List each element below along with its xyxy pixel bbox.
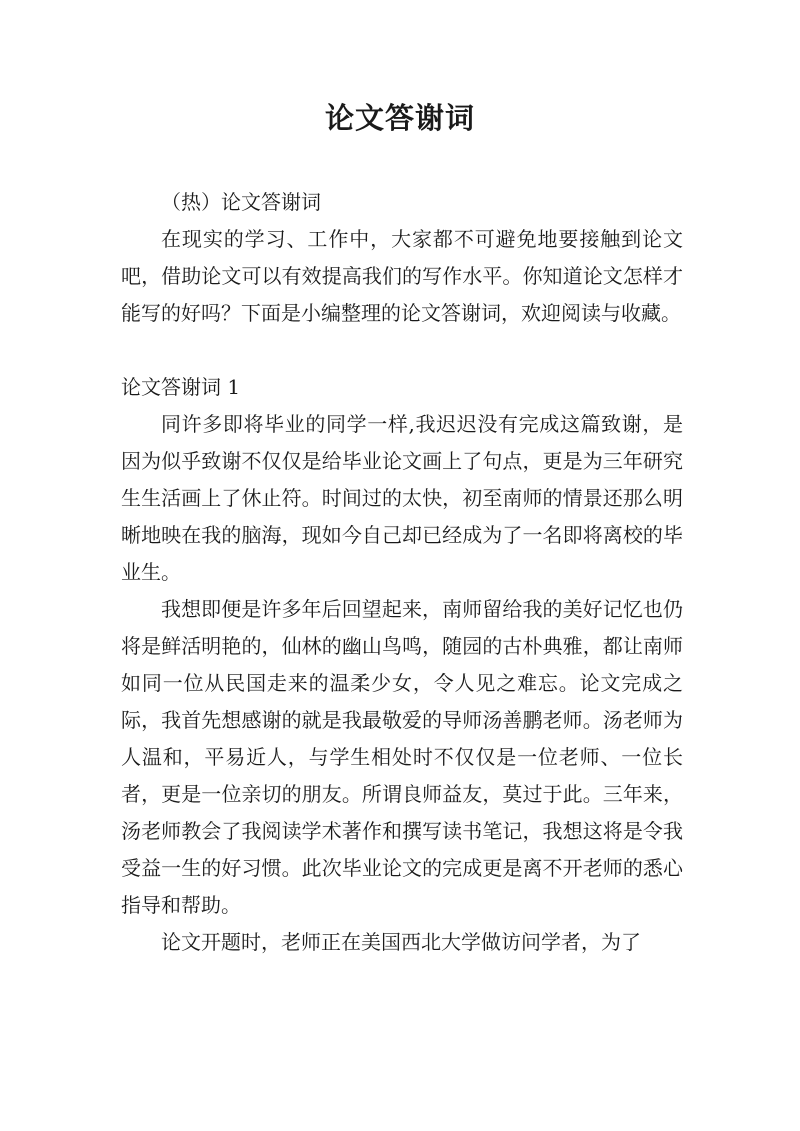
body-paragraph-2: 我想即便是许多年后回望起来，南师留给我的美好记忆也仍将是鲜活明艳的，仙林的幽山鸟鸣，随园的古朴典雅，都让南师如同一位从民国走来的温柔少女，令人见之难忘。论文完成之际，我首先想感谢的就是我最敬爱的导师汤善鹏老师。汤老师为人温和，平易近人，与学生相处时不仅仅是一位老师、一位长者，更是一位亲切的朋友。所谓良师益友，莫过于此。三年来，汤老师教会了我阅读学术著作和撰写读书笔记，我想这将是令我受益一生的好习惯。此次毕业论文的完成更是离不开老师的悉心指导和帮助。: [121, 597, 683, 917]
body-paragraph-3: 论文开题时，老师正在美国西北大学做访问学者，为了: [161, 930, 641, 954]
body-paragraph-1: 同许多即将毕业的同学一样,我迟迟没有完成这篇致谢，是因为似乎致谢不仅仅是给毕业论文画上了句点，更是为三年研究生生活画上了休止符。时间过的太快，初至南师的情景还那么明晰地映在我的脑海，现如今自己却已经成为了一名即将离校的毕业生。: [121, 412, 683, 584]
section-heading: 论文答谢词 1: [121, 375, 241, 399]
subtitle: （热）论文答谢词: [161, 190, 321, 214]
document-body: [121, 184, 683, 961]
document-title: 论文答谢词: [324, 101, 475, 135]
intro-paragraph: 在现实的学习、工作中，大家都不可避免地要接触到论文吧，借助论文可以有效提高我们的写作水平。你知道论文怎样才能写的好吗？下面是小编整理的论文答谢词，欢迎阅读与收藏。: [121, 227, 683, 325]
paragraph-gap: [121, 332, 683, 369]
